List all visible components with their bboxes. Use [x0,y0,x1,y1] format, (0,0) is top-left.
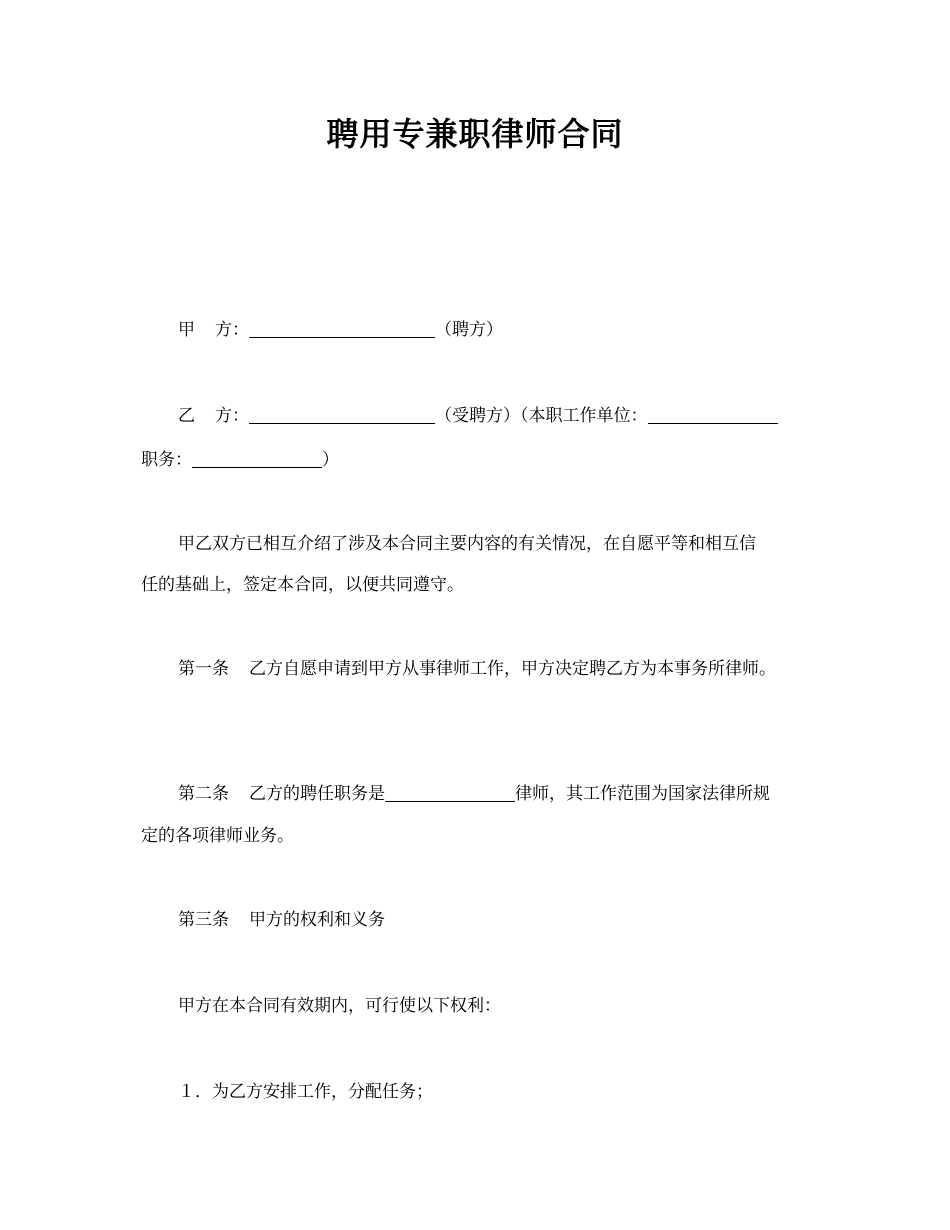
article-1-text: 乙方自愿申请到甲方从事律师工作，甲方决定聘乙方为本事务所律师。 [249,659,776,679]
party-b-position-line [141,448,831,472]
document-title: 聘用专兼职律师合同 [326,115,624,153]
party-b-suffix: （受聘方）（本职工作单位： [435,406,648,426]
article-1-number: 第一条 [178,659,229,679]
party-b-label-char2: 方： [215,406,249,426]
rights-item-1-text: 为乙方安排工作，分配任务； [212,1082,433,1102]
rights-item-1-number: １． [178,1082,212,1102]
article-2-text-before: 乙方的聘任职务是 [249,784,385,804]
party-a-label-char1: 甲 [178,320,195,340]
article-3 [178,908,868,932]
rights-item-1 [178,1080,868,1104]
party-a-line [178,318,868,342]
article-2-line-2: 定的各项律师业务。 [141,826,294,846]
article-3-text: 甲方的权利和义务 [249,910,385,930]
party-b-position-label: 职务： [141,450,192,470]
party-b-label-char1: 乙 [178,406,195,426]
article-2-text-after: 律师，其工作范围为国家法律所规 [515,784,770,804]
intro-line-2: 任的基础上，签定本合同，以便共同遵守。 [141,575,464,595]
party-a-name-blank [249,320,435,338]
article-2 [178,782,868,806]
party-b-employer-blank [648,406,778,424]
party-b-position-blank [192,450,322,468]
party-b-name-blank [249,406,435,424]
party-b-line [178,404,868,428]
article-3-number: 第三条 [178,910,229,930]
article-2-number: 第二条 [178,784,229,804]
rights-intro: 甲方在本合同有效期内，可行使以下权利： [178,996,501,1016]
article-2-position-blank [385,784,515,802]
article-1 [178,657,868,681]
intro-line-1: 甲乙双方已相互介绍了涉及本合同主要内容的有关情况，在自愿平等和相互信 [178,534,756,554]
party-b-position-suffix: ） [322,450,339,470]
party-a-label-char2: 方： [215,320,249,340]
party-a-suffix: （聘方） [435,320,503,340]
